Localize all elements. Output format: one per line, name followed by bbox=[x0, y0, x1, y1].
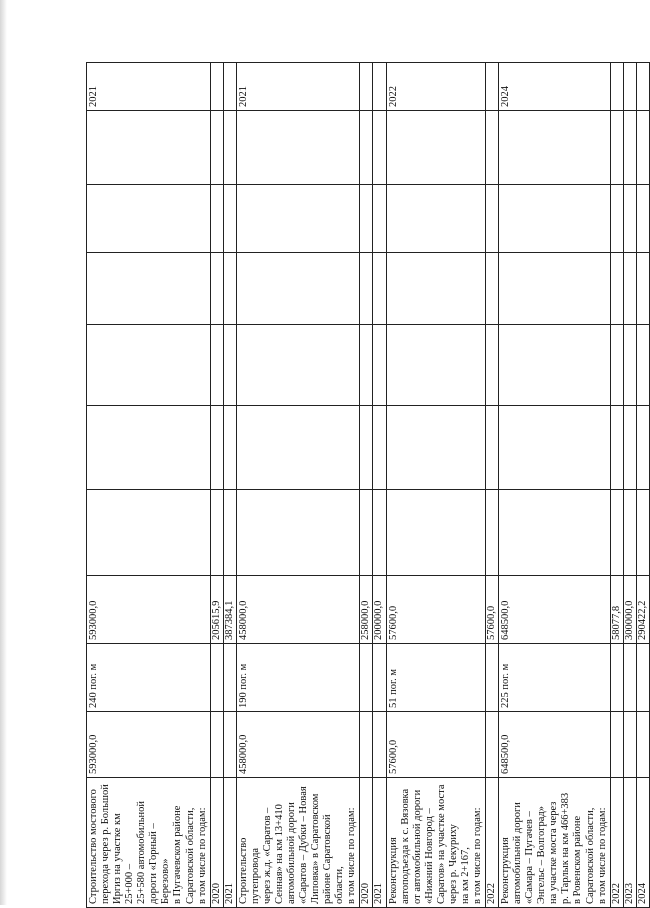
empty-cell bbox=[210, 325, 223, 406]
subtotal-label: в том числе по годам: bbox=[346, 807, 358, 904]
project-name: Строительство путепровода через ж.д. «Саратов – Сенная» на км 13+410 автомобильной дороги «Саратов – Дубки – Новая Липовка» в Саратовском районе Саратовской области, bbox=[237, 786, 346, 904]
year-label-cell: 2020 bbox=[210, 778, 223, 908]
year-label-cell: 2020 bbox=[360, 778, 373, 908]
empty-cell bbox=[610, 406, 623, 490]
capacity-cell: 190 пог. м bbox=[236, 644, 360, 712]
empty-cell bbox=[360, 253, 373, 325]
empty-cell bbox=[87, 185, 211, 253]
year-value-cell: 205615,9 bbox=[210, 576, 223, 644]
capacity-cell: 51 пог. м bbox=[386, 644, 486, 712]
year-value-cell: 57600,0 bbox=[486, 576, 499, 644]
empty-cell bbox=[486, 63, 499, 111]
total-cell: 648500,0 bbox=[499, 576, 611, 644]
empty-cell bbox=[210, 253, 223, 325]
empty-cell bbox=[210, 185, 223, 253]
empty-cell bbox=[87, 325, 211, 406]
project-row bbox=[236, 63, 360, 908]
empty-cell bbox=[610, 253, 623, 325]
year-value-cell: 200000,0 bbox=[373, 576, 386, 644]
capacity-cell: 240 пог. м bbox=[87, 644, 211, 712]
year-value-cell: 58077,8 bbox=[610, 576, 623, 644]
empty-cell bbox=[623, 253, 636, 325]
empty-cell bbox=[486, 644, 499, 712]
empty-cell bbox=[87, 490, 211, 576]
empty-cell bbox=[636, 111, 649, 185]
cost-cell: 648500,0 bbox=[499, 712, 611, 778]
empty-cell bbox=[87, 253, 211, 325]
empty-cell bbox=[373, 111, 386, 185]
year-row bbox=[636, 63, 649, 908]
table-rotated-container bbox=[86, 63, 648, 908]
cost-cell: 593000,0 bbox=[87, 712, 211, 778]
empty-cell bbox=[373, 644, 386, 712]
empty-cell bbox=[636, 644, 649, 712]
empty-cell bbox=[223, 406, 236, 490]
year-label-cell: 2021 bbox=[223, 778, 236, 908]
year-row bbox=[210, 63, 223, 908]
empty-cell bbox=[610, 712, 623, 778]
year-label-cell: 2024 bbox=[636, 778, 649, 908]
empty-cell bbox=[486, 406, 499, 490]
year-end-cell: 2021 bbox=[87, 63, 211, 111]
empty-cell bbox=[360, 490, 373, 576]
empty-cell bbox=[623, 406, 636, 490]
project-name-cell bbox=[236, 778, 360, 908]
empty-cell bbox=[236, 185, 360, 253]
empty-cell bbox=[636, 325, 649, 406]
empty-cell bbox=[210, 63, 223, 111]
empty-cell bbox=[210, 406, 223, 490]
table-body bbox=[87, 63, 650, 908]
year-row bbox=[486, 63, 499, 908]
year-value-cell: 290422,2 bbox=[636, 576, 649, 644]
empty-cell bbox=[623, 325, 636, 406]
empty-cell bbox=[360, 111, 373, 185]
project-name: Реконструкция автоподъезда к с. Вязовка от автомобильной дороги «Нижний Новгород – Саратов» на участке моста через р. Чекуриху на км 2+167, bbox=[387, 784, 471, 904]
total-cell: 458000,0 bbox=[236, 576, 360, 644]
empty-cell bbox=[223, 63, 236, 111]
empty-cell bbox=[373, 325, 386, 406]
empty-cell bbox=[636, 712, 649, 778]
year-end-cell: 2021 bbox=[236, 63, 360, 111]
empty-cell bbox=[87, 111, 211, 185]
empty-cell bbox=[386, 406, 486, 490]
year-value-cell: 300000,0 bbox=[623, 576, 636, 644]
year-end-cell: 2024 bbox=[499, 63, 611, 111]
year-row bbox=[610, 63, 623, 908]
empty-cell bbox=[623, 185, 636, 253]
cost-cell: 458000,0 bbox=[236, 712, 360, 778]
project-name: Строительство мостового перехода через р. Большой Иргиз на участке км 25+000 – 25+580 автомобильной дороги «Горный – Березово» в Пугачевском районе Саратовской области, bbox=[88, 784, 196, 904]
scan-edge-shadow bbox=[0, 0, 7, 905]
capacity-cell: 225 пог. м bbox=[499, 644, 611, 712]
empty-cell bbox=[373, 712, 386, 778]
project-row bbox=[499, 63, 611, 908]
subtotal-label: в том числе по годам: bbox=[471, 807, 483, 904]
empty-cell bbox=[486, 185, 499, 253]
empty-cell bbox=[636, 253, 649, 325]
project-row bbox=[386, 63, 486, 908]
empty-cell bbox=[223, 490, 236, 576]
total-cell: 593000,0 bbox=[87, 576, 211, 644]
empty-cell bbox=[610, 111, 623, 185]
empty-cell bbox=[236, 490, 360, 576]
empty-cell bbox=[236, 325, 360, 406]
empty-cell bbox=[486, 490, 499, 576]
year-row bbox=[373, 63, 386, 908]
empty-cell bbox=[610, 185, 623, 253]
year-label-cell: 2023 bbox=[623, 778, 636, 908]
empty-cell bbox=[373, 490, 386, 576]
year-row bbox=[223, 63, 236, 908]
empty-cell bbox=[360, 712, 373, 778]
empty-cell bbox=[623, 712, 636, 778]
year-end-cell: 2022 bbox=[386, 63, 486, 111]
empty-cell bbox=[623, 111, 636, 185]
empty-cell bbox=[210, 644, 223, 712]
project-name: Реконструкция автомобильной дороги «Самара – Пугачев – Энгельс – Волгоград» на участке моста через р. Тарлык на км 466+383 в Ровенском районе Саратовской области, bbox=[500, 792, 596, 904]
empty-cell bbox=[386, 111, 486, 185]
empty-cell bbox=[486, 712, 499, 778]
cost-cell: 57600,0 bbox=[386, 712, 486, 778]
empty-cell bbox=[360, 325, 373, 406]
empty-cell bbox=[223, 712, 236, 778]
year-row bbox=[623, 63, 636, 908]
empty-cell bbox=[486, 111, 499, 185]
empty-cell bbox=[373, 185, 386, 253]
empty-cell bbox=[610, 644, 623, 712]
empty-cell bbox=[386, 325, 486, 406]
empty-cell bbox=[610, 63, 623, 111]
year-label-cell: 2022 bbox=[486, 778, 499, 908]
empty-cell bbox=[360, 644, 373, 712]
project-name-cell bbox=[386, 778, 486, 908]
empty-cell bbox=[486, 253, 499, 325]
empty-cell bbox=[610, 325, 623, 406]
empty-cell bbox=[210, 111, 223, 185]
empty-cell bbox=[499, 111, 611, 185]
empty-cell bbox=[623, 63, 636, 111]
empty-cell bbox=[373, 63, 386, 111]
empty-cell bbox=[236, 111, 360, 185]
empty-cell bbox=[223, 325, 236, 406]
empty-cell bbox=[87, 406, 211, 490]
project-name-cell bbox=[87, 778, 211, 908]
empty-cell bbox=[486, 325, 499, 406]
empty-cell bbox=[386, 490, 486, 576]
empty-cell bbox=[636, 490, 649, 576]
empty-cell bbox=[386, 185, 486, 253]
empty-cell bbox=[360, 185, 373, 253]
empty-cell bbox=[499, 406, 611, 490]
empty-cell bbox=[223, 253, 236, 325]
subtotal-label: в том числе по годам: bbox=[196, 807, 208, 904]
empty-cell bbox=[373, 253, 386, 325]
empty-cell bbox=[636, 406, 649, 490]
empty-cell bbox=[236, 253, 360, 325]
empty-cell bbox=[499, 490, 611, 576]
budget-table bbox=[86, 62, 650, 908]
year-row bbox=[360, 63, 373, 908]
empty-cell bbox=[499, 185, 611, 253]
empty-cell bbox=[499, 253, 611, 325]
empty-cell bbox=[210, 490, 223, 576]
empty-cell bbox=[499, 325, 611, 406]
empty-cell bbox=[223, 111, 236, 185]
year-value-cell: 387384,1 bbox=[223, 576, 236, 644]
empty-cell bbox=[360, 406, 373, 490]
project-name-cell bbox=[499, 778, 611, 908]
empty-cell bbox=[636, 185, 649, 253]
empty-cell bbox=[223, 644, 236, 712]
empty-cell bbox=[636, 63, 649, 111]
empty-cell bbox=[386, 253, 486, 325]
year-value-cell: 258000,0 bbox=[360, 576, 373, 644]
subtotal-label: в том числе по годам: bbox=[596, 807, 608, 904]
empty-cell bbox=[236, 406, 360, 490]
empty-cell bbox=[210, 712, 223, 778]
year-label-cell: 2022 bbox=[610, 778, 623, 908]
empty-cell bbox=[373, 406, 386, 490]
project-row bbox=[87, 63, 211, 908]
empty-cell bbox=[223, 185, 236, 253]
empty-cell bbox=[623, 644, 636, 712]
year-label-cell: 2021 bbox=[373, 778, 386, 908]
empty-cell bbox=[360, 63, 373, 111]
empty-cell bbox=[610, 490, 623, 576]
empty-cell bbox=[623, 490, 636, 576]
total-cell: 57600,0 bbox=[386, 576, 486, 644]
